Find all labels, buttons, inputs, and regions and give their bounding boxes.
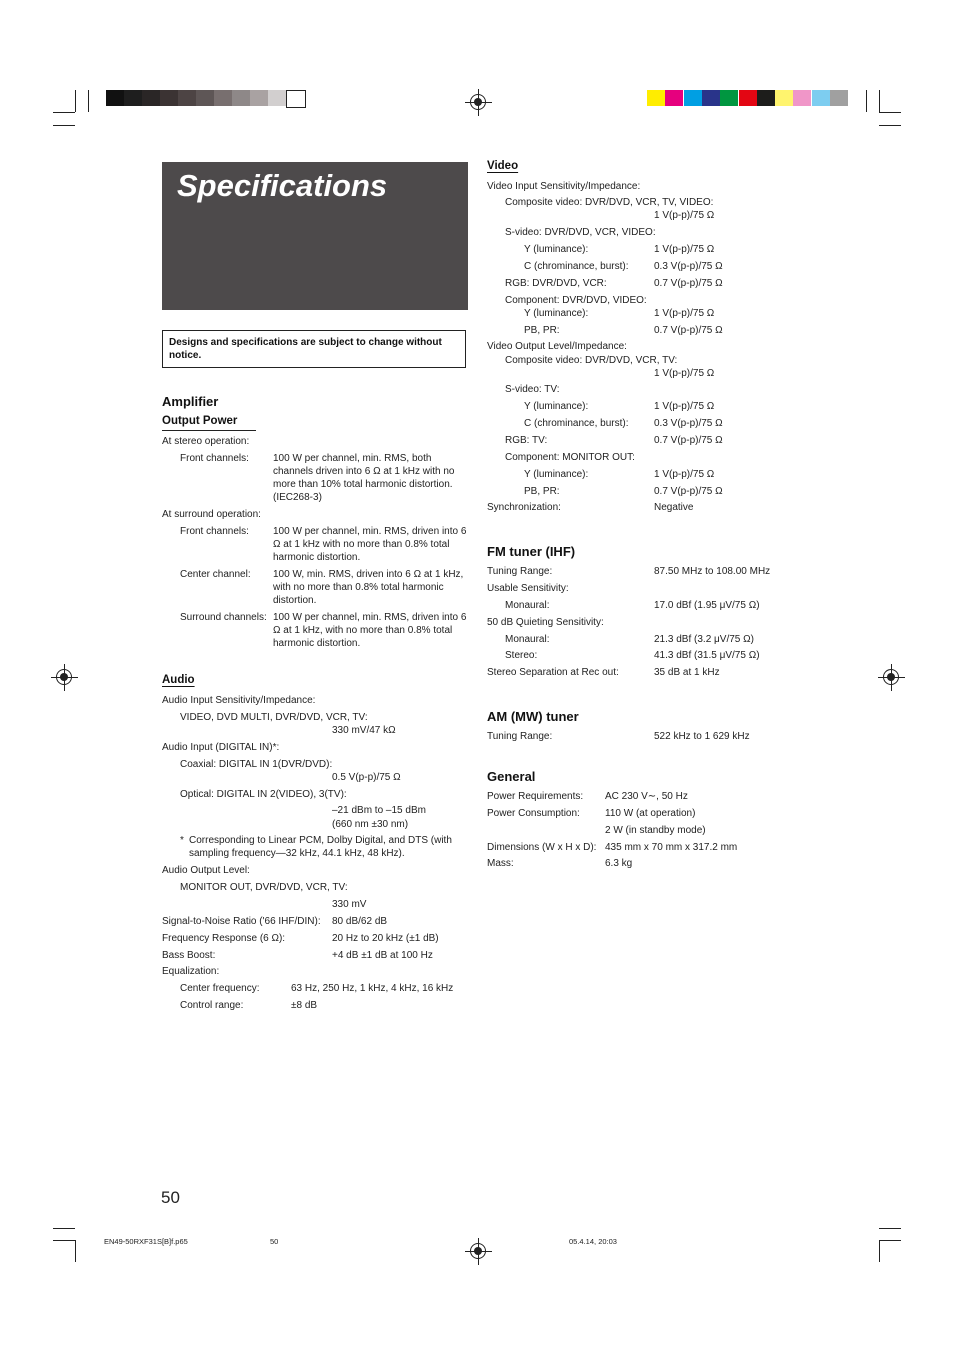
crop-mark bbox=[88, 90, 89, 112]
spec-value: 17.0 dBf (1.95 μV/75 Ω) bbox=[654, 600, 760, 611]
spec-value: 35 dB at 1 kHz bbox=[654, 667, 720, 678]
gray-swatch bbox=[178, 90, 196, 106]
color-swatch bbox=[702, 90, 720, 106]
gray-swatch bbox=[268, 90, 286, 106]
color-swatch bbox=[720, 90, 738, 106]
color-swatch bbox=[739, 90, 757, 106]
notice-box: Designs and specifications are subject to change without notice. bbox=[162, 330, 466, 368]
spec-label: At surround operation: bbox=[162, 509, 261, 520]
spec-label: MONITOR OUT, DVR/DVD, VCR, TV: bbox=[180, 882, 348, 893]
crop-mark bbox=[53, 1240, 75, 1241]
spec-label: RGB: DVR/DVD, VCR: bbox=[505, 278, 607, 289]
crop-mark bbox=[879, 112, 901, 113]
spec-value: 1 V(p-p)/75 Ω bbox=[654, 401, 715, 412]
spec-label: Composite video: DVR/DVD, VCR, TV, VIDEO: bbox=[505, 197, 714, 208]
spec-label: VIDEO, DVD MULTI, DVR/DVD, VCR, TV: bbox=[180, 712, 368, 723]
spec-label: Power Requirements: bbox=[487, 791, 584, 802]
spec-label: C (chrominance, burst): bbox=[524, 261, 629, 272]
spec-label: Audio Output Level: bbox=[162, 865, 250, 876]
subheading-video: Video bbox=[487, 160, 519, 172]
spec-value: 41.3 dBf (31.5 μV/75 Ω) bbox=[654, 650, 760, 661]
spec-label: Dimensions (W x H x D): bbox=[487, 842, 597, 853]
spec-label: Video Input Sensitivity/Impedance: bbox=[487, 181, 641, 192]
spec-value: 100 W per channel, min. RMS, driven into 6 Ω at 1 kHz, with no more than 0.8% total harmonic distortion. bbox=[273, 612, 467, 649]
gray-swatch bbox=[160, 90, 178, 106]
crop-mark bbox=[75, 1240, 76, 1262]
spec-label: Signal-to-Noise Ratio ('66 IHF/DIN): bbox=[162, 916, 321, 927]
spec-value: 21.3 dBf (3.2 μV/75 Ω) bbox=[654, 634, 754, 645]
spec-value: –21 dBm to –15 dBm bbox=[332, 805, 426, 816]
spec-label: Y (luminance): bbox=[524, 401, 589, 412]
spec-label: Center channel: bbox=[180, 569, 251, 580]
spec-label: Synchronization: bbox=[487, 502, 561, 513]
spec-value: 435 mm x 70 mm x 317.2 mm bbox=[605, 842, 738, 853]
page-title: Specifications bbox=[177, 168, 388, 203]
spec-value: 0.7 V(p-p)/75 Ω bbox=[654, 486, 723, 497]
spec-label: PB, PR: bbox=[524, 486, 560, 497]
spec-label: Monaural: bbox=[505, 634, 550, 645]
registration-mark-icon bbox=[470, 94, 486, 110]
crop-mark bbox=[879, 1228, 901, 1229]
divider bbox=[162, 430, 256, 431]
spec-value: 2 W (in standby mode) bbox=[605, 825, 706, 836]
spec-label: Equalization: bbox=[162, 966, 220, 977]
crop-mark bbox=[866, 90, 867, 112]
gray-swatch bbox=[124, 90, 142, 106]
spec-label: Optical: DIGITAL IN 2(VIDEO), 3(TV): bbox=[180, 789, 347, 800]
spec-value: AC 230 V∼, 50 Hz bbox=[605, 791, 688, 802]
spec-label: At stereo operation: bbox=[162, 436, 250, 447]
spec-value: 110 W (at operation) bbox=[605, 808, 696, 819]
spec-label: Y (luminance): bbox=[524, 244, 589, 255]
spec-label: Power Consumption: bbox=[487, 808, 580, 819]
spec-label: Component: DVR/DVD, VIDEO: bbox=[505, 295, 647, 306]
section-heading-am-tuner: AM (MW) tuner bbox=[487, 709, 579, 724]
spec-value: 80 dB/62 dB bbox=[332, 916, 388, 927]
spec-label: S-video: DVR/DVD, VCR, VIDEO: bbox=[505, 227, 656, 238]
gray-swatch bbox=[196, 90, 214, 106]
spec-label: 50 dB Quieting Sensitivity: bbox=[487, 617, 604, 628]
footnote: Corresponding to Linear PCM, Dolby Digital, and DTS (with sampling frequency—32 kHz, 44.1 kHz, 48 kHz). bbox=[189, 835, 452, 859]
spec-value: 0.3 V(p-p)/75 Ω bbox=[654, 261, 723, 272]
spec-label: Audio Input Sensitivity/Impedance: bbox=[162, 695, 316, 706]
crop-mark bbox=[879, 1240, 880, 1262]
crop-mark bbox=[879, 90, 880, 112]
spec-label: Coaxial: DIGITAL IN 1(DVR/DVD): bbox=[180, 759, 333, 770]
spec-label: Frequency Response (6 Ω): bbox=[162, 933, 286, 944]
color-swatch bbox=[793, 90, 811, 106]
spec-label: Bass Boost: bbox=[162, 950, 216, 961]
gray-swatch bbox=[214, 90, 232, 106]
crop-mark bbox=[75, 90, 76, 112]
spec-value: 1 V(p-p)/75 Ω bbox=[654, 368, 715, 379]
spec-label: Stereo: bbox=[505, 650, 538, 661]
crop-mark bbox=[53, 125, 75, 126]
spec-value: 0.7 V(p-p)/75 Ω bbox=[654, 278, 723, 289]
footer-page: 50 bbox=[270, 1237, 279, 1246]
color-swatch bbox=[775, 90, 793, 106]
gray-swatch bbox=[286, 90, 306, 108]
spec-label: Composite video: DVR/DVD, VCR, TV: bbox=[505, 355, 678, 366]
spec-label: RGB: TV: bbox=[505, 435, 548, 446]
spec-label: Stereo Separation at Rec out: bbox=[487, 667, 619, 678]
registration-mark-icon bbox=[56, 669, 72, 685]
crop-mark bbox=[879, 125, 901, 126]
spec-value: 100 W, min. RMS, driven into 6 Ω at 1 kHz, with no more than 0.8% total harmonic distortion. bbox=[273, 569, 464, 606]
color-swatch bbox=[757, 90, 775, 106]
spec-value: (660 nm ±30 nm) bbox=[332, 819, 409, 830]
spec-value: 1 V(p-p)/75 Ω bbox=[654, 244, 715, 255]
spec-value: 330 mV/47 kΩ bbox=[332, 725, 396, 736]
spec-value: 20 Hz to 20 kHz (±1 dB) bbox=[332, 933, 439, 944]
spec-label: C (chrominance, burst): bbox=[524, 418, 629, 429]
spec-label: Video Output Level/Impedance: bbox=[487, 341, 627, 352]
spec-label: Surround channels: bbox=[180, 612, 267, 623]
section-heading-general: General bbox=[487, 769, 536, 784]
gray-swatch bbox=[142, 90, 160, 106]
footer-date: 05.4.14, 20:03 bbox=[569, 1237, 617, 1246]
spec-value: 100 W per channel, min. RMS, driven into 6 Ω at 1 kHz with no more than 0.8% total harmonic distortion. bbox=[273, 526, 467, 563]
spec-value: 522 kHz to 1 629 kHz bbox=[654, 731, 750, 742]
spec-value: 87.50 MHz to 108.00 MHz bbox=[654, 566, 771, 577]
crop-mark bbox=[53, 112, 75, 113]
spec-label: Center frequency: bbox=[180, 983, 260, 994]
color-swatch bbox=[647, 90, 665, 106]
spec-value: 6.3 kg bbox=[605, 858, 633, 869]
spec-label: Tuning Range: bbox=[487, 566, 553, 577]
gray-swatch bbox=[250, 90, 268, 106]
section-heading-fm-tuner: FM tuner (IHF) bbox=[487, 544, 576, 559]
spec-value: 100 W per channel, min. RMS, both channels driven into 6 Ω at 1 kHz with no more than 10% total harmonic distortion. (IEC268-3) bbox=[273, 453, 455, 503]
spec-value: 1 V(p-p)/75 Ω bbox=[654, 469, 715, 480]
registration-mark-icon bbox=[470, 1243, 486, 1259]
subheading-audio: Audio bbox=[162, 674, 195, 686]
spec-value: 1 V(p-p)/75 Ω bbox=[654, 308, 715, 319]
spec-label: PB, PR: bbox=[524, 325, 560, 336]
footnote-mark: * bbox=[180, 835, 184, 846]
spec-value: 330 mV bbox=[332, 899, 367, 910]
spec-label: Audio Input (DIGITAL IN)*: bbox=[162, 742, 280, 753]
crop-mark bbox=[879, 1240, 901, 1241]
registration-mark-icon bbox=[883, 669, 899, 685]
spec-value: ±8 dB bbox=[291, 1000, 318, 1011]
section-heading-amplifier: Amplifier bbox=[162, 394, 219, 409]
page-number: 50 bbox=[161, 1188, 180, 1207]
spec-label: Y (luminance): bbox=[524, 308, 589, 319]
spec-value: 0.7 V(p-p)/75 Ω bbox=[654, 325, 723, 336]
footer-filename: EN49-50RXF31S[B]f.p65 bbox=[104, 1237, 188, 1246]
spec-label: Monaural: bbox=[505, 600, 550, 611]
spec-value: 63 Hz, 250 Hz, 1 kHz, 4 kHz, 16 kHz bbox=[291, 983, 454, 994]
spec-value: +4 dB ±1 dB at 100 Hz bbox=[332, 950, 433, 961]
spec-value: 0.3 V(p-p)/75 Ω bbox=[654, 418, 723, 429]
spec-value: Negative bbox=[654, 502, 694, 513]
spec-label: Mass: bbox=[487, 858, 514, 869]
color-swatch bbox=[830, 90, 848, 106]
color-swatch bbox=[684, 90, 702, 106]
spec-label: Y (luminance): bbox=[524, 469, 589, 480]
spec-label: Usable Sensitivity: bbox=[487, 583, 569, 594]
spec-label: Front channels: bbox=[180, 526, 249, 537]
spec-value: 0.5 V(p-p)/75 Ω bbox=[332, 772, 401, 783]
spec-label: Tuning Range: bbox=[487, 731, 553, 742]
spec-label: S-video: TV: bbox=[505, 384, 560, 395]
subheading-output-power: Output Power bbox=[162, 415, 238, 427]
spec-label: Front channels: bbox=[180, 453, 249, 464]
spec-value: 1 V(p-p)/75 Ω bbox=[654, 210, 715, 221]
color-swatch bbox=[812, 90, 830, 106]
spec-value: 0.7 V(p-p)/75 Ω bbox=[654, 435, 723, 446]
gray-swatch bbox=[106, 90, 124, 106]
gray-swatch bbox=[232, 90, 250, 106]
spec-label: Control range: bbox=[180, 1000, 244, 1011]
spec-label: Component: MONITOR OUT: bbox=[505, 452, 635, 463]
color-swatch bbox=[665, 90, 683, 106]
crop-mark bbox=[53, 1228, 75, 1229]
